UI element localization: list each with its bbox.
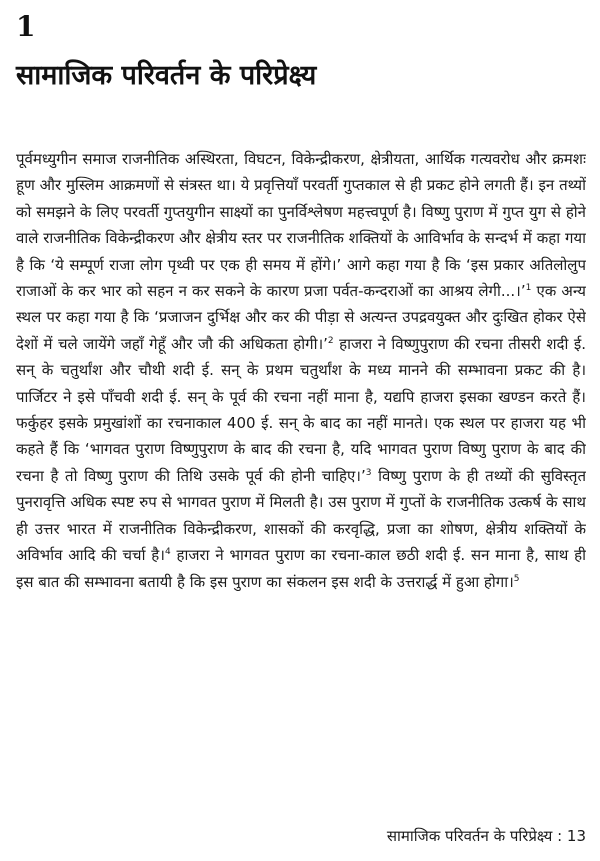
text-segment: हाजरा ने विष्णुपुराण की रचना तीसरी शदी ई. सन् के चतुर्थांश और चौथी शदी ई. सन् के प्रथम चतुर्थांश के मध्य मानने की सम्भावना प्रकट की है। पार्जिटर ने इसे पाँचवी शदी ई. सन् के पूर्व की रचना नहीं माना है, यद्यपि हाजरा इसका खण्डन करते हैं। फर्कुहर इसके प्रमुखांशों का रचनाकाल 400 ई. सन् के बाद का नहीं मानते। एक स्थल पर हाजरा यह भी कहते हैं कि ‘भागवत पुराण विष्णुपुराण के बाद की रचना है, यदि भागवत पुराण विष्णु पुराण के बाद की रचना है तो विष्णु पुराण की तिथि उसके पूर्व की होनी चाहिए।’: [16, 334, 586, 485]
footnote-ref[interactable]: 3: [365, 467, 372, 478]
footnote-ref[interactable]: 1: [525, 283, 532, 294]
text-segment: विष्णु पुराण के ही तथ्यों की सुविस्तृत पुनरावृत्ति अधिक स्पष्ट रुप से भागवत पुराण में मिलती है। उस पुराण में गुप्तों के राजनीतिक उत्कर्ष के साथ ही उत्तर भारत में राजनीतिक विकेन्द्रीकरण, शासकों की करवृद्धि, प्रजा का शोषण, क्षेत्रीय शक्तियों के अविर्भाव आदि की चर्चा है।: [16, 466, 586, 565]
page-number: 13: [566, 827, 586, 845]
footnote-ref[interactable]: 4: [164, 547, 171, 558]
text-segment: हाजरा ने भागवत पुराण का रचना-काल छठी शदी ई. सन माना है, साथ ही इस बात की सम्भावना बतायी है कि इस पुराण का संकलन इस शदी के उत्तरार्द्ध में हुआ होगा।: [16, 546, 586, 591]
footer-separator: :: [552, 827, 567, 845]
page-footer: [387, 824, 586, 848]
running-title: सामाजिक परिवर्तन के परिप्रेक्ष्य: [386, 827, 553, 845]
text-segment: पूर्वमध्युगीन समाज राजनीतिक अस्थिरता, विघटन, विकेन्द्रीकरण, क्षेत्रीयता, आर्थिक गत्यवरोध और क्रमशः हूण और मुस्लिम आक्रमणों से संत्रस्त था। ये प्रवृत्तियाँ परवर्ती गुप्तकाल से ही प्रकट होने लगती हैं। इन तथ्यों को समझने के लिए परवर्ती गुप्तयुगीन साक्ष्यों का पुनर्विश्लेषण महत्त्वपूर्ण है। विष्णु पुराण में गुप्त युग से होने वाले राजनीतिक विकेन्द्रीकरण और क्षेत्रीय स्तर पर राजनीतिक शक्तियों के आविर्भाव के सन्दर्भ में कहा गया है कि ‘ये सम्पूर्ण राजा लोग पृथ्वी पर एक ही समय में होंगे।’ आगे कहा गया है कि ‘इस प्रकार अतिलोलुप राजाओं के कर भार को सहन न कर सकने के कारण प्रजा पर्वत-कन्दराओं का आश्रय लेगी...।’: [16, 150, 586, 301]
chapter-title: सामाजिक परिवर्तन के परिप्रेक्ष्य: [16, 60, 317, 91]
body-paragraph: [16, 146, 586, 816]
chapter-number: 1: [16, 10, 36, 43]
text-segment: एक अन्य स्थल पर कहा गया है कि ‘प्रजाजन दुर्भिक्ष और कर की पीड़ा से अत्यन्त उपद्रवयुक्त और दुःखित होकर ऐसे देशों में चले जायेंगे जहाँ गेहूँ और जौ की अधिकता होगी।’: [16, 282, 586, 353]
footnote-ref[interactable]: 2: [327, 335, 334, 346]
footnote-ref[interactable]: 5: [513, 573, 520, 584]
